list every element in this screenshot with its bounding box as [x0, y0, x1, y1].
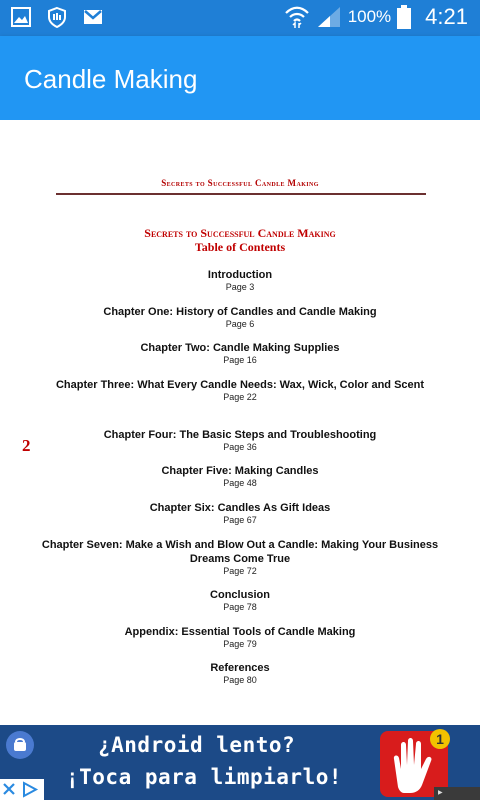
toc-entry-title: Conclusion — [210, 589, 270, 601]
toc-entry — [40, 428, 440, 453]
app-title: Candle Making — [24, 64, 198, 94]
document-running-header: Secrets to Successful Candle Making — [161, 178, 319, 188]
document-page[interactable] — [0, 120, 480, 725]
toc-entry-title: Chapter Three: What Every Candle Needs: Wax, Wick, Color and Scent — [55, 379, 425, 391]
toc-entry — [40, 305, 440, 330]
toc-entry-page: Page 48 — [223, 478, 257, 488]
toc-entry-page: Page 78 — [223, 602, 257, 612]
toc-entry-title: Introduction — [207, 269, 273, 281]
wifi-icon — [284, 5, 310, 29]
google-play-badge: ▶ — [434, 787, 480, 800]
android-bag-icon — [6, 731, 34, 759]
close-icon[interactable] — [4, 784, 14, 794]
toc-entry — [40, 588, 440, 613]
toc-entry — [40, 661, 440, 686]
toc-entry-title: Chapter Two: Candle Making Supplies — [140, 342, 340, 354]
gmail-icon — [82, 6, 104, 28]
ad-banner[interactable] — [0, 725, 480, 800]
adchoices-icon[interactable] — [24, 783, 36, 796]
toc-book-title: Secrets to Successful Candle Making — [144, 226, 336, 240]
toc-entry-title: Chapter Five: Making Candles — [161, 465, 319, 477]
toc-entry-page: Page 6 — [225, 319, 255, 329]
toc-entry — [40, 378, 440, 403]
clock: 4:21 — [425, 4, 468, 29]
toc-entry — [40, 341, 440, 366]
page-number: 2 — [22, 436, 31, 455]
toc-subtitle: Table of Contents — [194, 240, 286, 254]
ad-app-badge — [6, 731, 34, 759]
ad-headline: ¿Android lento? — [98, 733, 296, 757]
toc-entry-title: Chapter Six: Candles As Gift Ideas — [149, 502, 331, 514]
toc-entry-page: Page 22 — [223, 392, 257, 402]
toc-heading — [0, 226, 480, 254]
ad-choices[interactable] — [0, 779, 44, 800]
toc-entry — [40, 268, 440, 293]
toc-entry-page: Page 80 — [223, 675, 257, 685]
battery-icon — [397, 5, 411, 29]
toc-entry-title: Appendix: Essential Tools of Candle Making — [124, 626, 356, 638]
toc-entry-title: Chapter Four: The Basic Steps and Troubleshooting — [103, 429, 377, 441]
app-bar — [0, 36, 480, 120]
ad-subline: ¡Toca para limpiarlo! — [66, 765, 343, 789]
toc-entry-page: Page 16 — [223, 355, 257, 365]
toc-entry-page: Page 3 — [225, 282, 255, 292]
ad-badge-count: 1 — [436, 731, 444, 747]
header-rule — [56, 193, 426, 195]
toc-entry — [40, 625, 440, 650]
toc-entry-page: Page 36 — [223, 442, 257, 452]
shield-hand-icon — [46, 6, 68, 28]
gallery-icon — [10, 6, 32, 28]
battery-percent: 100% — [347, 7, 392, 26]
toc-entry — [40, 501, 440, 526]
toc-entry-title: References — [210, 662, 270, 674]
signal-icon — [316, 5, 342, 29]
toc-entry — [40, 464, 440, 489]
toc-entry-title: Chapter One: History of Candles and Candle Making — [103, 306, 377, 318]
toc-entry-page: Page 67 — [223, 515, 257, 525]
toc-entry-page: Page 72 — [223, 566, 257, 576]
status-bar — [0, 0, 480, 36]
toc-entry — [40, 538, 440, 577]
toc-entry-title: Chapter Seven: Make a Wish and Blow Out a Candle: Making Your Business Dreams Come True — [41, 539, 439, 565]
toc-entry-page: Page 79 — [223, 639, 257, 649]
